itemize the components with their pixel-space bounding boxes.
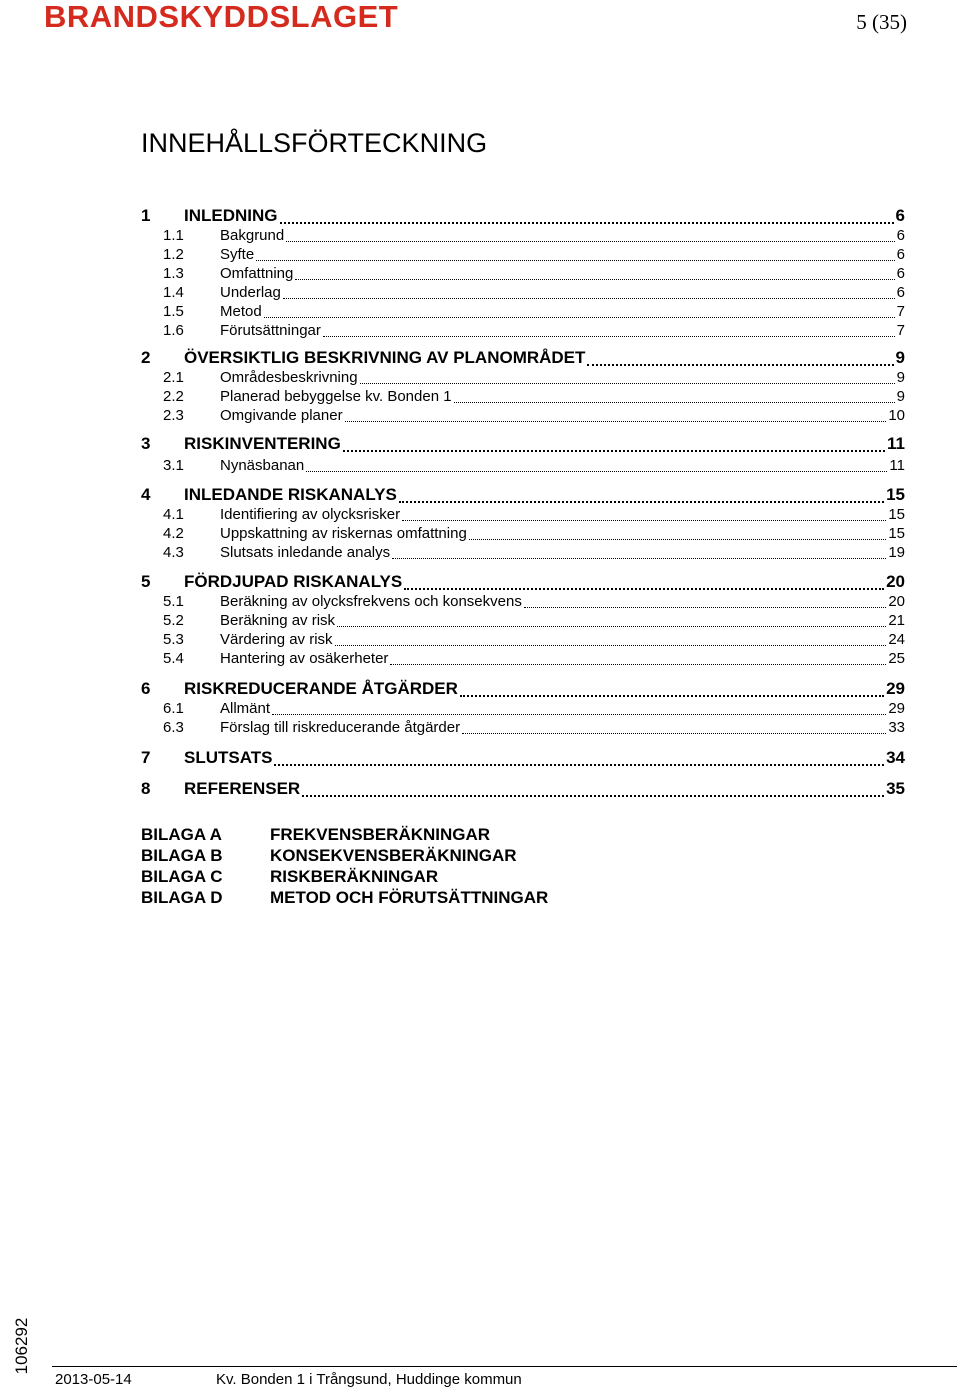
toc-entry-label: Nynäsbanan: [220, 457, 305, 474]
toc-entry-number: 5.4: [163, 650, 184, 667]
toc-dot-leader: [286, 241, 894, 242]
toc-dot-leader: [360, 383, 895, 384]
toc-entry-page: 20: [888, 593, 905, 610]
toc-entry-page: 29: [886, 679, 905, 698]
toc-entry-page: 15: [888, 506, 905, 523]
toc-entry[interactable]: [141, 457, 905, 476]
toc-entry[interactable]: [141, 572, 905, 594]
toc-dot-leader: [469, 539, 887, 540]
toc-entry-number: 4.3: [163, 544, 184, 561]
toc-entry[interactable]: [141, 719, 905, 738]
toc-entry-page: 11: [889, 457, 905, 474]
toc-entry-page: 9: [895, 348, 905, 367]
toc-entry-number: 8: [141, 779, 151, 798]
page-number: 5 (35): [856, 10, 907, 34]
toc-entry-label: Värdering av risk: [220, 631, 333, 648]
toc-entry-number: 1.6: [163, 322, 184, 339]
toc-dot-leader: [462, 733, 886, 734]
toc-entry[interactable]: [141, 779, 905, 801]
toc-entry-number: 1: [141, 206, 151, 225]
toc-entry[interactable]: [141, 434, 905, 456]
toc-entry-number: 2.1: [163, 369, 184, 386]
toc-entry-page: 15: [886, 485, 905, 504]
toc-entry[interactable]: [141, 322, 905, 341]
toc-dot-leader: [323, 336, 895, 337]
toc-entry-label: Uppskattning av riskernas omfattning: [220, 525, 467, 542]
toc-entry-page: 20: [886, 572, 905, 591]
toc-dot-leader: [390, 664, 886, 665]
toc-entry-page: 9: [896, 369, 905, 386]
toc-entry-number: 5.1: [163, 593, 184, 610]
toc-dot-leader: [399, 501, 884, 503]
toc-entry-number: 1.3: [163, 265, 184, 282]
toc-entry-page: 6: [895, 206, 905, 225]
toc-entry[interactable]: [141, 506, 905, 525]
toc-dot-leader: [337, 626, 886, 627]
toc-entry-number: 1.2: [163, 246, 184, 263]
toc-entry-page: 11: [887, 434, 905, 453]
toc-entry-number: 4.1: [163, 506, 184, 523]
toc-entry-page: 19: [888, 544, 905, 561]
toc-entry[interactable]: [141, 348, 905, 370]
toc-entry[interactable]: [141, 700, 905, 719]
toc-entry-label: Metod: [220, 303, 262, 320]
toc-entry-label: Omgivande planer: [220, 407, 343, 424]
toc-entry[interactable]: [141, 303, 905, 322]
toc-entry-label: Identifiering av olycksrisker: [220, 506, 401, 523]
toc-entry-label: Bakgrund: [220, 227, 285, 244]
appendix-title: RISKBERÄKNINGAR: [270, 867, 439, 886]
toc-entry-number: 2.3: [163, 407, 184, 424]
toc-dot-leader: [402, 520, 886, 521]
company-logo: BRANDSKYDDSLAGET: [44, 0, 399, 34]
toc-entry-number: 1.1: [163, 227, 184, 244]
toc-entry-number: 6.1: [163, 700, 184, 717]
toc-entry-label: SLUTSATS: [184, 748, 273, 767]
toc-entry-page: 6: [896, 265, 905, 282]
toc-dot-leader: [256, 260, 894, 261]
toc-entry-label: Förslag till riskreducerande åtgärder: [220, 719, 461, 736]
toc-entry-number: 7: [141, 748, 151, 767]
appendix-title: METOD OCH FÖRUTSÄTTNINGAR: [270, 888, 549, 907]
toc-entry-page: 7: [896, 322, 905, 339]
toc-dot-leader: [343, 450, 885, 452]
toc-entry-label: INLEDNING: [184, 206, 278, 225]
toc-entry-number: 6: [141, 679, 151, 698]
page-title: INNEHÅLLSFÖRTECKNING: [141, 128, 488, 158]
toc-entry[interactable]: [141, 284, 905, 303]
toc-entry-page: 35: [886, 779, 905, 798]
toc-entry-page: 6: [896, 227, 905, 244]
toc-entry-label: Beräkning av risk: [220, 612, 336, 629]
appendix-item[interactable]: [141, 888, 548, 908]
toc-dot-leader: [345, 421, 887, 422]
toc-entry-label: Omfattning: [220, 265, 294, 282]
toc-entry-label: Syfte: [220, 246, 255, 263]
toc-entry-number: 2: [141, 348, 151, 367]
toc-entry[interactable]: [141, 407, 905, 426]
toc-entry-number: 5.3: [163, 631, 184, 648]
appendix-key: BILAGA A: [141, 825, 222, 844]
toc-entry-page: 6: [896, 246, 905, 263]
toc-entry[interactable]: [141, 388, 905, 407]
toc-dot-leader: [454, 402, 895, 403]
toc-entry-label: Planerad bebyggelse kv. Bonden 1: [220, 388, 452, 405]
toc-entry-label: Områdesbeskrivning: [220, 369, 358, 386]
toc-entry[interactable]: [141, 485, 905, 507]
toc-entry-number: 1.5: [163, 303, 184, 320]
toc-dot-leader: [392, 558, 886, 559]
toc-entry[interactable]: [141, 612, 905, 631]
toc-dot-leader: [295, 279, 894, 280]
toc-dot-leader: [283, 298, 895, 299]
toc-entry[interactable]: [141, 544, 905, 563]
toc-dot-leader: [280, 222, 894, 224]
document-number: 106292: [12, 1317, 31, 1375]
appendix-title: FREKVENSBERÄKNINGAR: [270, 825, 491, 844]
toc-entry[interactable]: [141, 650, 905, 669]
toc-entry-page: 9: [896, 388, 905, 405]
toc-entry-label: Förutsättningar: [220, 322, 321, 339]
toc-entry-page: 10: [888, 407, 905, 424]
appendix-title: KONSEKVENSBERÄKNINGAR: [270, 846, 517, 865]
toc-entry-label: ÖVERSIKTLIG BESKRIVNING AV PLANOMRÅDET: [184, 348, 586, 367]
toc-entry-label: REFERENSER: [184, 779, 301, 798]
toc-dot-leader: [306, 471, 887, 472]
toc-dot-leader: [264, 317, 895, 318]
toc-entry-page: 6: [896, 284, 905, 301]
toc-entry-page: 24: [888, 631, 905, 648]
toc-entry-label: Beräkning av olycksfrekvens och konsekvens: [220, 593, 522, 610]
toc-dot-leader: [274, 764, 884, 766]
appendix-item[interactable]: [141, 867, 438, 887]
footer-location: Kv. Bonden 1 i Trångsund, Huddinge kommun: [216, 1371, 522, 1388]
toc-entry-number: 1.4: [163, 284, 184, 301]
toc-entry-label: RISKINVENTERING: [184, 434, 341, 453]
toc-entry[interactable]: [141, 748, 905, 770]
toc-entry-page: 33: [888, 719, 905, 736]
toc-entry-page: 7: [896, 303, 905, 320]
toc-dot-leader: [524, 607, 886, 608]
toc-entry-page: 15: [888, 525, 905, 542]
toc-entry-label: Underlag: [220, 284, 281, 301]
toc-entry-label: INLEDANDE RISKANALYS: [184, 485, 397, 504]
appendix-key: BILAGA D: [141, 888, 223, 907]
toc-entry-label: Allmänt: [220, 700, 271, 717]
toc-entry-number: 4.2: [163, 525, 184, 542]
toc-entry-label: Hantering av osäkerheter: [220, 650, 389, 667]
toc-entry[interactable]: [141, 631, 905, 650]
toc-entry-label: RISKREDUCERANDE ÅTGÄRDER: [184, 679, 458, 698]
toc-entry[interactable]: [141, 525, 905, 544]
toc-dot-leader: [404, 588, 884, 590]
appendix-key: BILAGA B: [141, 846, 223, 865]
appendix-item[interactable]: [141, 846, 517, 866]
toc-entry[interactable]: [141, 206, 905, 228]
toc-entry[interactable]: [141, 679, 905, 701]
toc-entry-number: 4: [141, 485, 151, 504]
toc-entry-number: 5.2: [163, 612, 184, 629]
toc-entry[interactable]: [141, 246, 905, 265]
toc-entry-page: 29: [888, 700, 905, 717]
toc-entry-label: Slutsats inledande analys: [220, 544, 391, 561]
toc-entry-label: FÖRDJUPAD RISKANALYS: [184, 572, 403, 591]
toc-entry-page: 21: [888, 612, 905, 629]
toc-dot-leader: [460, 695, 884, 697]
toc-entry[interactable]: [141, 265, 905, 284]
appendix-key: BILAGA C: [141, 867, 223, 886]
toc-entry[interactable]: [141, 593, 905, 612]
footer-date: 2013-05-14: [55, 1371, 132, 1388]
toc-entry-page: 25: [888, 650, 905, 667]
toc-entry-page: 34: [886, 748, 905, 767]
toc-dot-leader: [302, 795, 884, 797]
toc-entry[interactable]: [141, 369, 905, 388]
toc-entry-number: 5: [141, 572, 151, 591]
toc-dot-leader: [335, 645, 887, 646]
toc-entry-number: 6.3: [163, 719, 184, 736]
toc-entry-number: 3: [141, 434, 151, 453]
toc-entry-number: 2.2: [163, 388, 184, 405]
toc-entry-number: 3.1: [163, 457, 184, 474]
footer-divider: [52, 1366, 957, 1367]
appendix-item[interactable]: [141, 825, 490, 845]
toc-dot-leader: [587, 364, 893, 366]
toc-entry[interactable]: [141, 227, 905, 246]
toc-dot-leader: [272, 714, 886, 715]
